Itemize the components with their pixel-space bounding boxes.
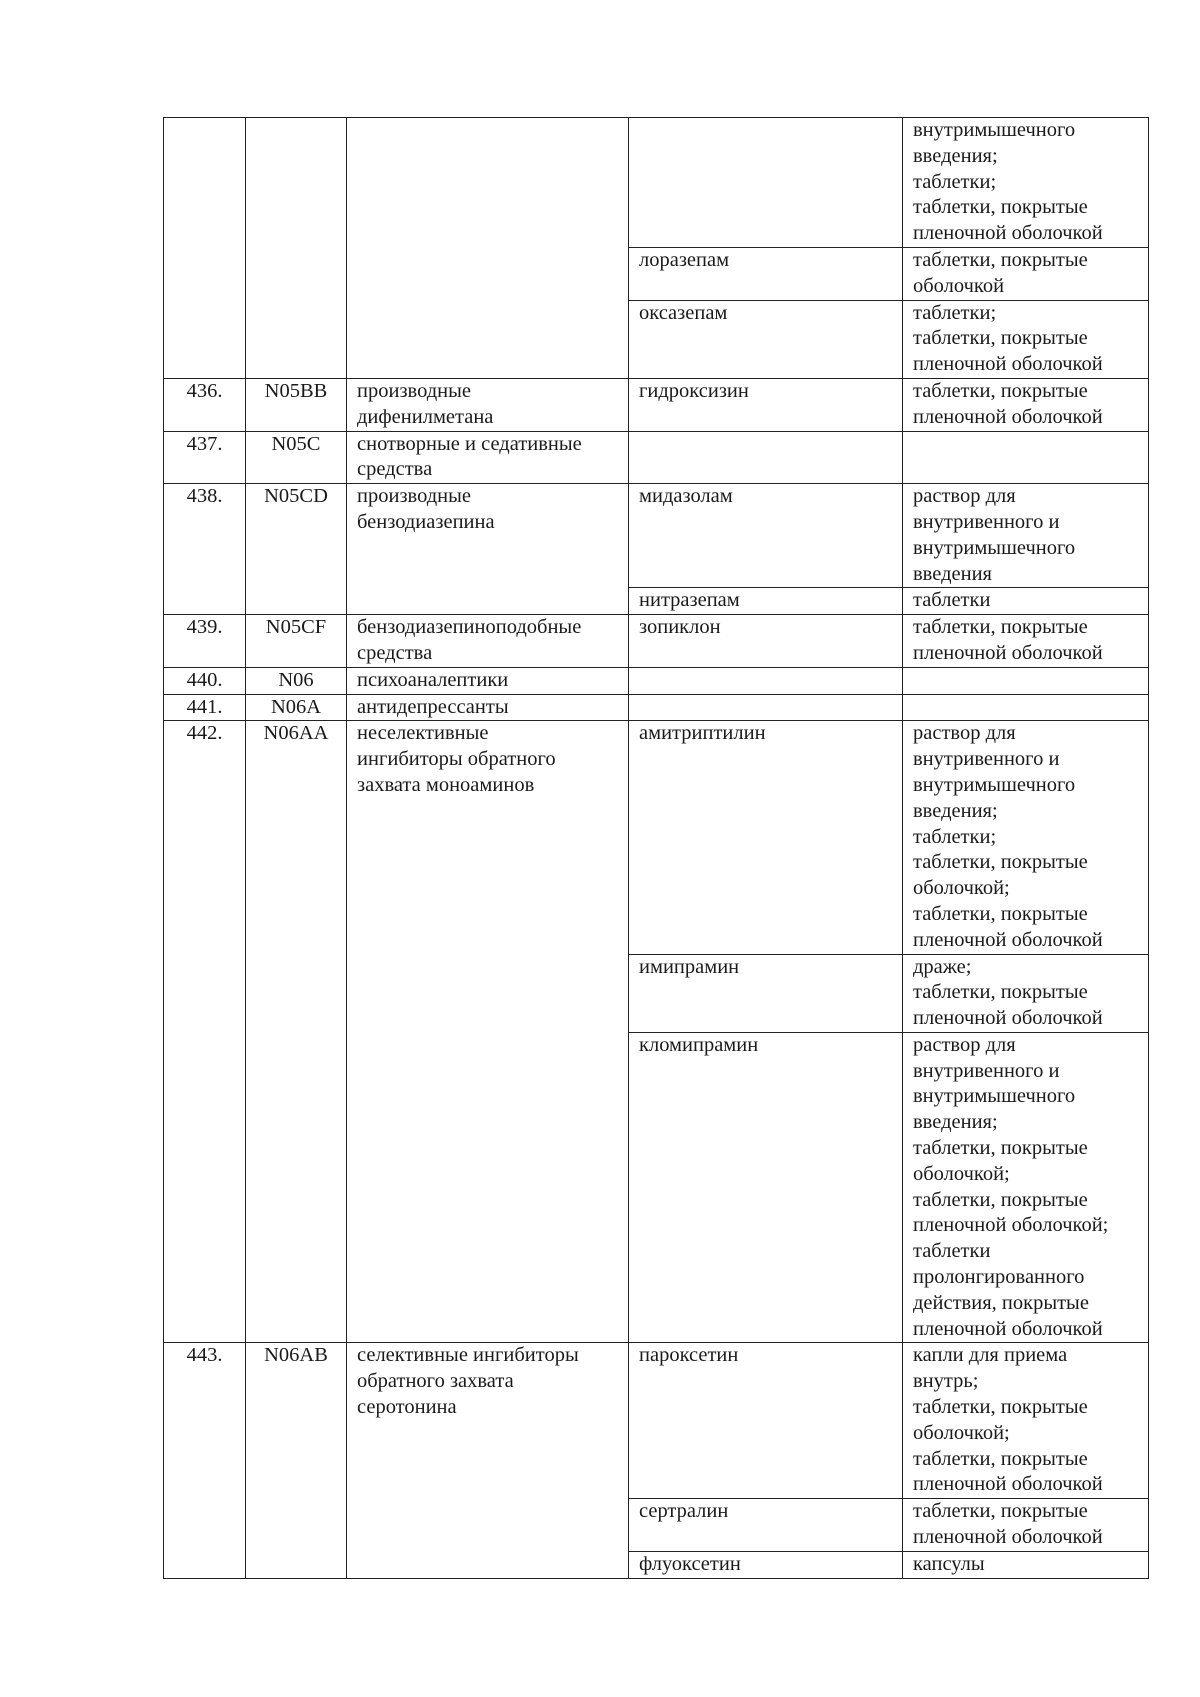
drug-cell: амитриптилин	[629, 721, 903, 954]
form-cell: внутримышечного введения; таблетки; таблетки, покрытые пленочной оболочкой	[903, 118, 1149, 248]
group-cell	[347, 118, 629, 379]
form-cell	[903, 694, 1149, 721]
row-number-cell: 440.	[164, 667, 246, 694]
form-cell: раствор для внутривенного и внутримышечного введения; таблетки, покрытые оболочкой; таблетки, покрытые пленочной оболочкой; таблетки пролонгированного действия, покрытые пленочной оболочкой	[903, 1032, 1149, 1343]
drug-cell: флуоксетин	[629, 1551, 903, 1578]
group-cell: селективные ингибиторы обратного захвата серотонина	[347, 1343, 629, 1578]
drug-cell: пароксетин	[629, 1343, 903, 1499]
group-cell: снотворные и седативные средства	[347, 431, 629, 484]
row-number-cell: 436.	[164, 378, 246, 431]
form-cell	[903, 431, 1149, 484]
row-number-cell: 438.	[164, 484, 246, 615]
drug-cell: оксазепам	[629, 300, 903, 378]
drug-cell: гидроксизин	[629, 378, 903, 431]
atc-code-cell: N05CF	[246, 615, 347, 668]
form-cell: раствор для внутривенного и внутримышечного введения; таблетки; таблетки, покрытые оболочкой; таблетки, покрытые пленочной оболочкой	[903, 721, 1149, 954]
form-cell: таблетки	[903, 588, 1149, 615]
drug-cell: зопиклон	[629, 615, 903, 668]
drug-cell	[629, 667, 903, 694]
row-number-cell: 437.	[164, 431, 246, 484]
form-cell: таблетки, покрытые оболочкой	[903, 247, 1149, 300]
drug-cell	[629, 118, 903, 248]
drug-cell	[629, 431, 903, 484]
form-cell: капсулы	[903, 1551, 1149, 1578]
group-cell: антидепрессанты	[347, 694, 629, 721]
form-cell: таблетки, покрытые пленочной оболочкой	[903, 615, 1149, 668]
group-cell: производные дифенилметана	[347, 378, 629, 431]
drug-cell: нитразепам	[629, 588, 903, 615]
drug-cell: лоразепам	[629, 247, 903, 300]
form-cell: раствор для внутривенного и внутримышечного введения	[903, 484, 1149, 588]
atc-code-cell: N06	[246, 667, 347, 694]
drug-cell: сертралин	[629, 1499, 903, 1552]
atc-code-cell: N06A	[246, 694, 347, 721]
table-row	[164, 667, 1149, 694]
atc-code-cell: N05C	[246, 431, 347, 484]
row-number-cell: 441.	[164, 694, 246, 721]
atc-code-cell: N06AA	[246, 721, 347, 1343]
drug-cell: кломипрамин	[629, 1032, 903, 1343]
group-cell: неселективные ингибиторы обратного захвата моноаминов	[347, 721, 629, 1343]
group-cell: производные бензодиазепина	[347, 484, 629, 615]
row-number-cell: 439.	[164, 615, 246, 668]
drug-list-table	[163, 117, 1149, 1579]
table-row	[164, 615, 1149, 668]
row-number-cell	[164, 118, 246, 379]
group-cell: бензодиазепиноподобные средства	[347, 615, 629, 668]
drug-cell	[629, 694, 903, 721]
form-cell: таблетки; таблетки, покрытые пленочной оболочкой	[903, 300, 1149, 378]
form-cell: капли для приема внутрь; таблетки, покрытые оболочкой; таблетки, покрытые пленочной оболочкой	[903, 1343, 1149, 1499]
table-row	[164, 1343, 1149, 1499]
atc-code-cell	[246, 118, 347, 379]
table-row	[164, 484, 1149, 588]
group-cell: психоаналептики	[347, 667, 629, 694]
form-cell: таблетки, покрытые пленочной оболочкой	[903, 1499, 1149, 1552]
table-row	[164, 721, 1149, 954]
form-cell: таблетки, покрытые пленочной оболочкой	[903, 378, 1149, 431]
table-row	[164, 118, 1149, 248]
atc-code-cell: N05CD	[246, 484, 347, 615]
drug-cell: мидазолам	[629, 484, 903, 588]
table-row	[164, 694, 1149, 721]
form-cell	[903, 667, 1149, 694]
atc-code-cell: N05BB	[246, 378, 347, 431]
form-cell: драже; таблетки, покрытые пленочной оболочкой	[903, 954, 1149, 1032]
row-number-cell: 442.	[164, 721, 246, 1343]
table-row	[164, 378, 1149, 431]
table-row	[164, 431, 1149, 484]
drug-cell: имипрамин	[629, 954, 903, 1032]
atc-code-cell: N06AB	[246, 1343, 347, 1578]
row-number-cell: 443.	[164, 1343, 246, 1578]
